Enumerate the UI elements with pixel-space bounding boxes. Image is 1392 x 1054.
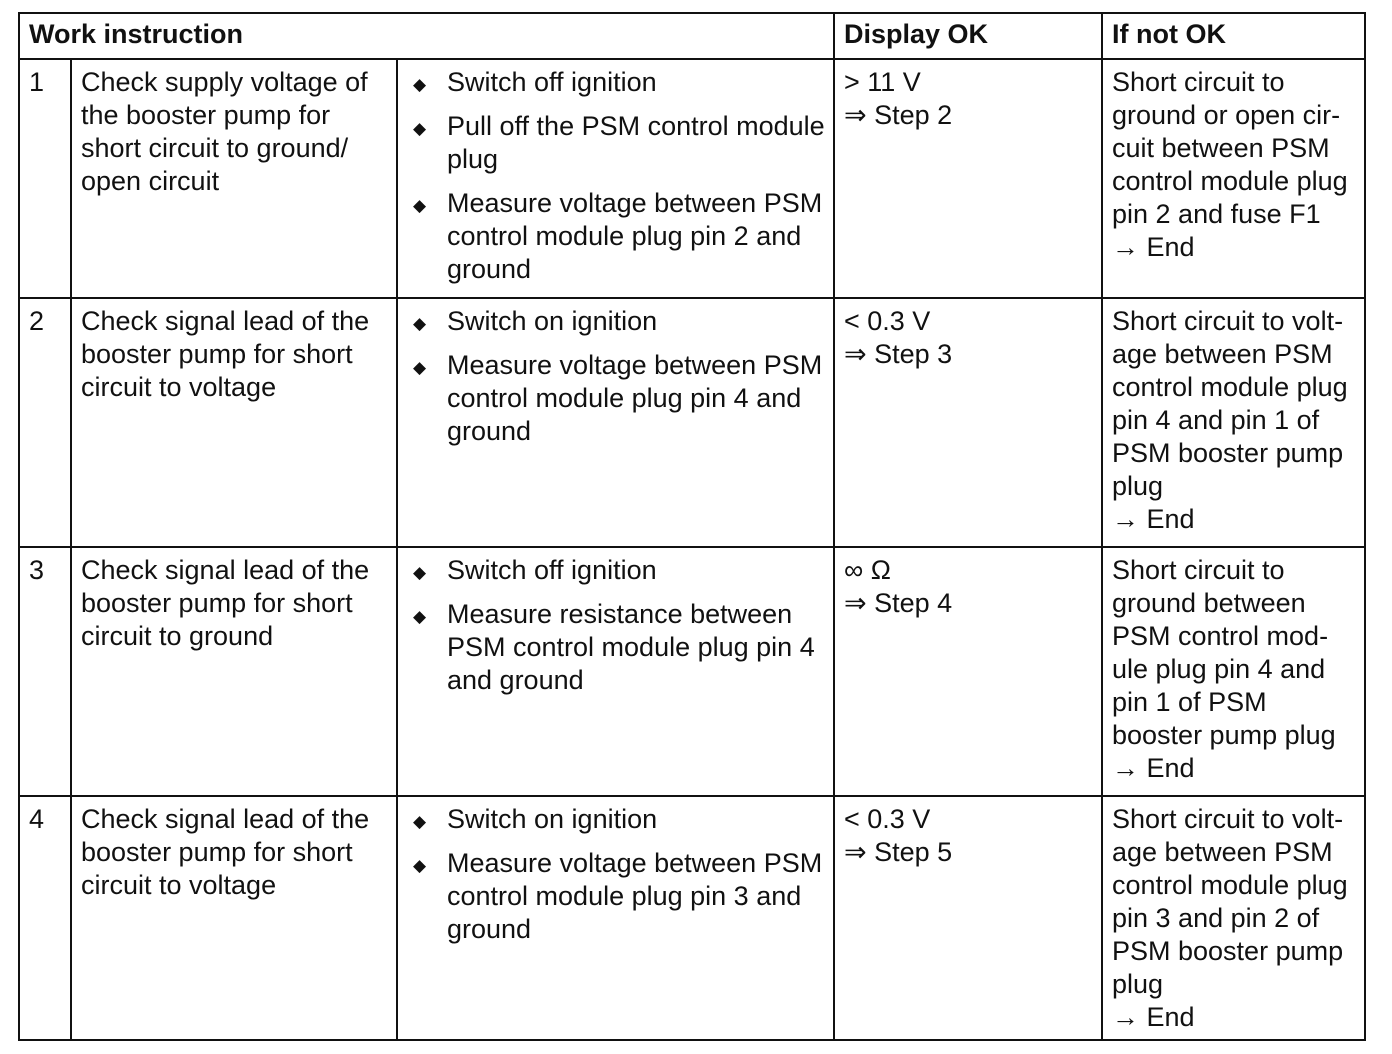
display-ok-next-step: ⇒ Step 4 <box>844 588 953 618</box>
display-ok-next-step: ⇒ Step 3 <box>844 339 953 369</box>
table-header-row <box>19 13 1365 59</box>
action-item: ◆ Measure voltage between PSM control module plug pin 2 and ground <box>413 188 823 284</box>
step-number: 2 <box>19 298 71 547</box>
action-item: ◆ Measure resistance between PSM control module plug pin 4 and ground <box>413 599 815 695</box>
work-instruction-table <box>18 12 1366 1041</box>
step-actions <box>397 796 834 1040</box>
action-item: ◆ Pull off the PSM control module plug <box>413 111 825 174</box>
step-actions <box>397 59 834 298</box>
diamond-bullet-icon: ◆ <box>413 812 427 831</box>
if-not-ok-cell <box>1102 547 1365 796</box>
action-item: ◆ Switch off ignition <box>407 66 825 99</box>
fault-end: → End <box>1112 232 1195 262</box>
display-ok-cell <box>834 59 1102 298</box>
display-ok-cell <box>834 298 1102 547</box>
step-actions <box>397 298 834 547</box>
diamond-bullet-icon: ◆ <box>413 607 427 626</box>
diamond-bullet-icon: ◆ <box>413 75 427 94</box>
fault-description: Short circuit to ground or open cir-cuit between PSM control module plug pin 2 and fuse F1 <box>1112 67 1348 229</box>
if-not-ok-cell <box>1102 59 1365 298</box>
diamond-bullet-icon: ◆ <box>413 856 427 875</box>
display-ok-value: > 11 V <box>844 67 921 97</box>
step-check: Check signal lead of the booster pump for short circuit to voltage <box>71 298 397 547</box>
step-actions <box>397 547 834 796</box>
if-not-ok-cell <box>1102 298 1365 547</box>
table-row <box>19 796 1365 1040</box>
table-row <box>19 547 1365 796</box>
step-check: Check supply voltage of the booster pump for short circuit to ground/ open circuit <box>71 59 397 298</box>
fault-end: → End <box>1112 504 1195 534</box>
display-ok-value: < 0.3 V <box>844 306 931 336</box>
fault-description: Short circuit to ground between PSM control mod-ule plug pin 4 and pin 1 of PSM booster pump plug <box>1112 555 1336 750</box>
fault-description: Short circuit to volt-age between PSM control module plug pin 3 and pin 2 of PSM booster pump plug <box>1112 804 1348 999</box>
diamond-bullet-icon: ◆ <box>413 196 427 215</box>
diamond-bullet-icon: ◆ <box>413 314 427 333</box>
diamond-bullet-icon: ◆ <box>413 119 427 138</box>
action-item: ◆ Switch on ignition <box>407 305 825 338</box>
step-number: 4 <box>19 796 71 1040</box>
action-item: ◆ Switch on ignition <box>407 803 825 836</box>
action-item: ◆ Measure voltage between PSM control module plug pin 4 and ground <box>413 350 823 446</box>
diamond-bullet-icon: ◆ <box>413 358 427 377</box>
header-work-instruction: Work instruction <box>19 13 834 59</box>
action-item: ◆ Measure voltage between PSM control module plug pin 3 and ground <box>413 848 823 944</box>
display-ok-next-step: ⇒ Step 2 <box>844 100 953 130</box>
diamond-bullet-icon: ◆ <box>413 563 427 582</box>
step-number: 1 <box>19 59 71 298</box>
display-ok-cell <box>834 547 1102 796</box>
display-ok-value: < 0.3 V <box>844 804 931 834</box>
fault-description: Short circuit to volt-age between PSM control module plug pin 4 and pin 1 of PSM booster pump plug <box>1112 306 1348 501</box>
header-if-not-ok: If not OK <box>1102 13 1365 59</box>
fault-end: → End <box>1112 1002 1195 1032</box>
display-ok-value: ∞ Ω <box>844 555 891 585</box>
step-check: Check signal lead of the booster pump for short circuit to ground <box>71 547 397 796</box>
table-row <box>19 59 1365 298</box>
step-number: 3 <box>19 547 71 796</box>
table-row <box>19 298 1365 547</box>
action-item: ◆ Switch off ignition <box>407 554 825 587</box>
header-display-ok: Display OK <box>834 13 1102 59</box>
if-not-ok-cell <box>1102 796 1365 1040</box>
step-check: Check signal lead of the booster pump for short circuit to voltage <box>71 796 397 1040</box>
display-ok-cell <box>834 796 1102 1040</box>
display-ok-next-step: ⇒ Step 5 <box>844 837 953 867</box>
fault-end: → End <box>1112 753 1195 783</box>
